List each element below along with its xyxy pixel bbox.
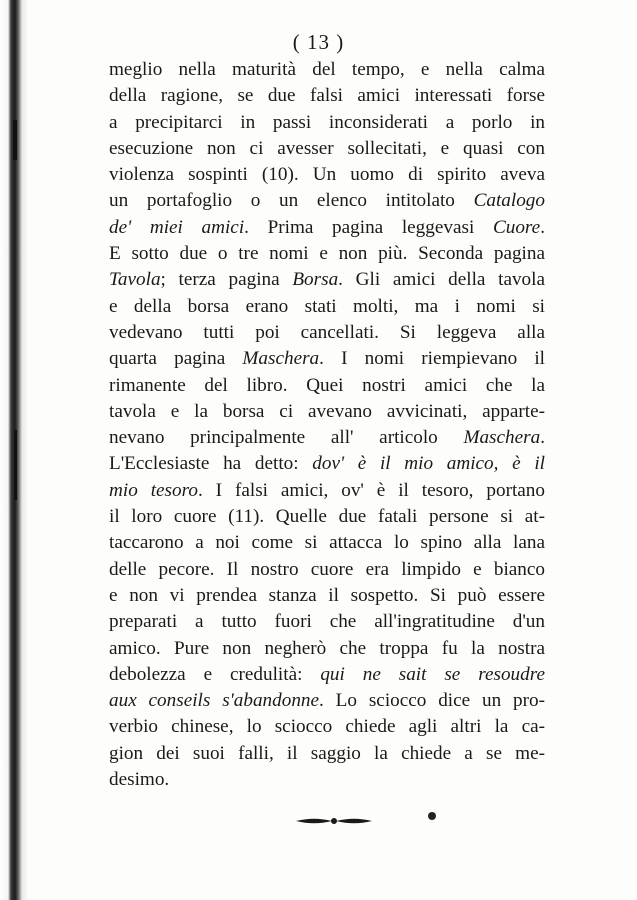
body-text xyxy=(109,57,545,793)
text-line: rimanente del libro. Quei nostri amici che la xyxy=(109,374,545,396)
text-line: meglio nella maturità del tempo, e nella calma xyxy=(109,59,545,80)
text-line: violenza sospinti (10). Un uomo di spirito aveva xyxy=(109,164,545,186)
text-line: della ragione, se due falsi amici interessati forse xyxy=(109,85,545,107)
text-line: desimo. xyxy=(109,769,170,791)
text-line: a precipitarci in passi inconsiderati a porlo in xyxy=(109,111,545,133)
text-line: nevano principalmente all' articolo Maschera. xyxy=(109,427,545,449)
text-line: E sotto due o tre nomi e non più. Seconda pagina xyxy=(109,243,545,265)
italic-phrase: dov' è il mio amico, è il xyxy=(312,453,545,475)
italic-phrase: de' miei amici xyxy=(109,216,245,238)
text-line: un portafoglio o un elenco intitolato Catalogo xyxy=(109,190,545,212)
page-number: ( 13 ) xyxy=(292,30,345,54)
text-line: L'Ecclesiaste ha detto: dov' è il mio amico, è il xyxy=(109,453,545,475)
text-line: preparati a tutto fuori che all'ingratitudine d'un xyxy=(109,611,545,633)
text-line: Tavola; terza pagina Borsa. Gli amici della tavola xyxy=(109,269,545,291)
text-line: tavola e la borsa ci avevano avvicinati, apparte- xyxy=(109,400,545,422)
italic-phrase: Cuore xyxy=(492,216,541,238)
italic-phrase: Tavola xyxy=(109,269,161,291)
italic-phrase: Catalogo xyxy=(473,190,545,212)
text-line: e della borsa erano stati molti, ma i nomi si xyxy=(109,295,545,317)
text-line: aux conseils s'abandonne. Lo sciocco dice un pro- xyxy=(109,690,546,712)
text-line: il loro cuore (11). Quelle due fatali persone si at- xyxy=(109,506,545,528)
text-line: vedevano tutti poi cancellati. Si leggeva alla xyxy=(109,321,545,343)
text-line: esecuzione non ci avesser sollecitati, e quasi con xyxy=(109,137,545,159)
text-line: delle pecore. Il nostro cuore era limpido e bianco xyxy=(109,558,545,580)
italic-phrase: aux conseils s'abandonne xyxy=(109,690,320,712)
italic-phrase: Borsa xyxy=(292,269,339,291)
italic-phrase: qui ne sait se resoudre xyxy=(320,663,545,685)
text-line: taccarono a noi come si attacca lo spino alla lana xyxy=(109,532,545,554)
italic-phrase: Maschera xyxy=(463,427,541,449)
text-line: debolezza e credulità: qui ne sait se resoudre xyxy=(109,663,545,685)
text-line: gion dei suoi falli, il saggio la chiede a se me- xyxy=(109,742,545,764)
italic-phrase: Maschera xyxy=(242,348,320,370)
gutter-mark xyxy=(14,430,17,500)
ink-speck xyxy=(428,812,436,820)
gutter-mark xyxy=(13,120,17,160)
text-line: e non vi prendea stanza il sospetto. Si può essere xyxy=(109,584,545,606)
text-line: de' miei amici. Prima pagina leggevasi Cuore. xyxy=(109,216,545,238)
text-line: amico. Pure non negherò che troppa fu la nostra xyxy=(109,637,545,659)
text-line: mio tesoro. I falsi amici, ov' è il tesoro, portano xyxy=(109,479,545,501)
italic-phrase: mio tesoro xyxy=(109,479,198,501)
text-line: verbio chinese, lo sciocco chiede agli altri la ca- xyxy=(109,716,545,738)
text-line: quarta pagina Maschera. I nomi riempievano il xyxy=(109,348,545,370)
tailpiece-ornament xyxy=(294,814,374,828)
